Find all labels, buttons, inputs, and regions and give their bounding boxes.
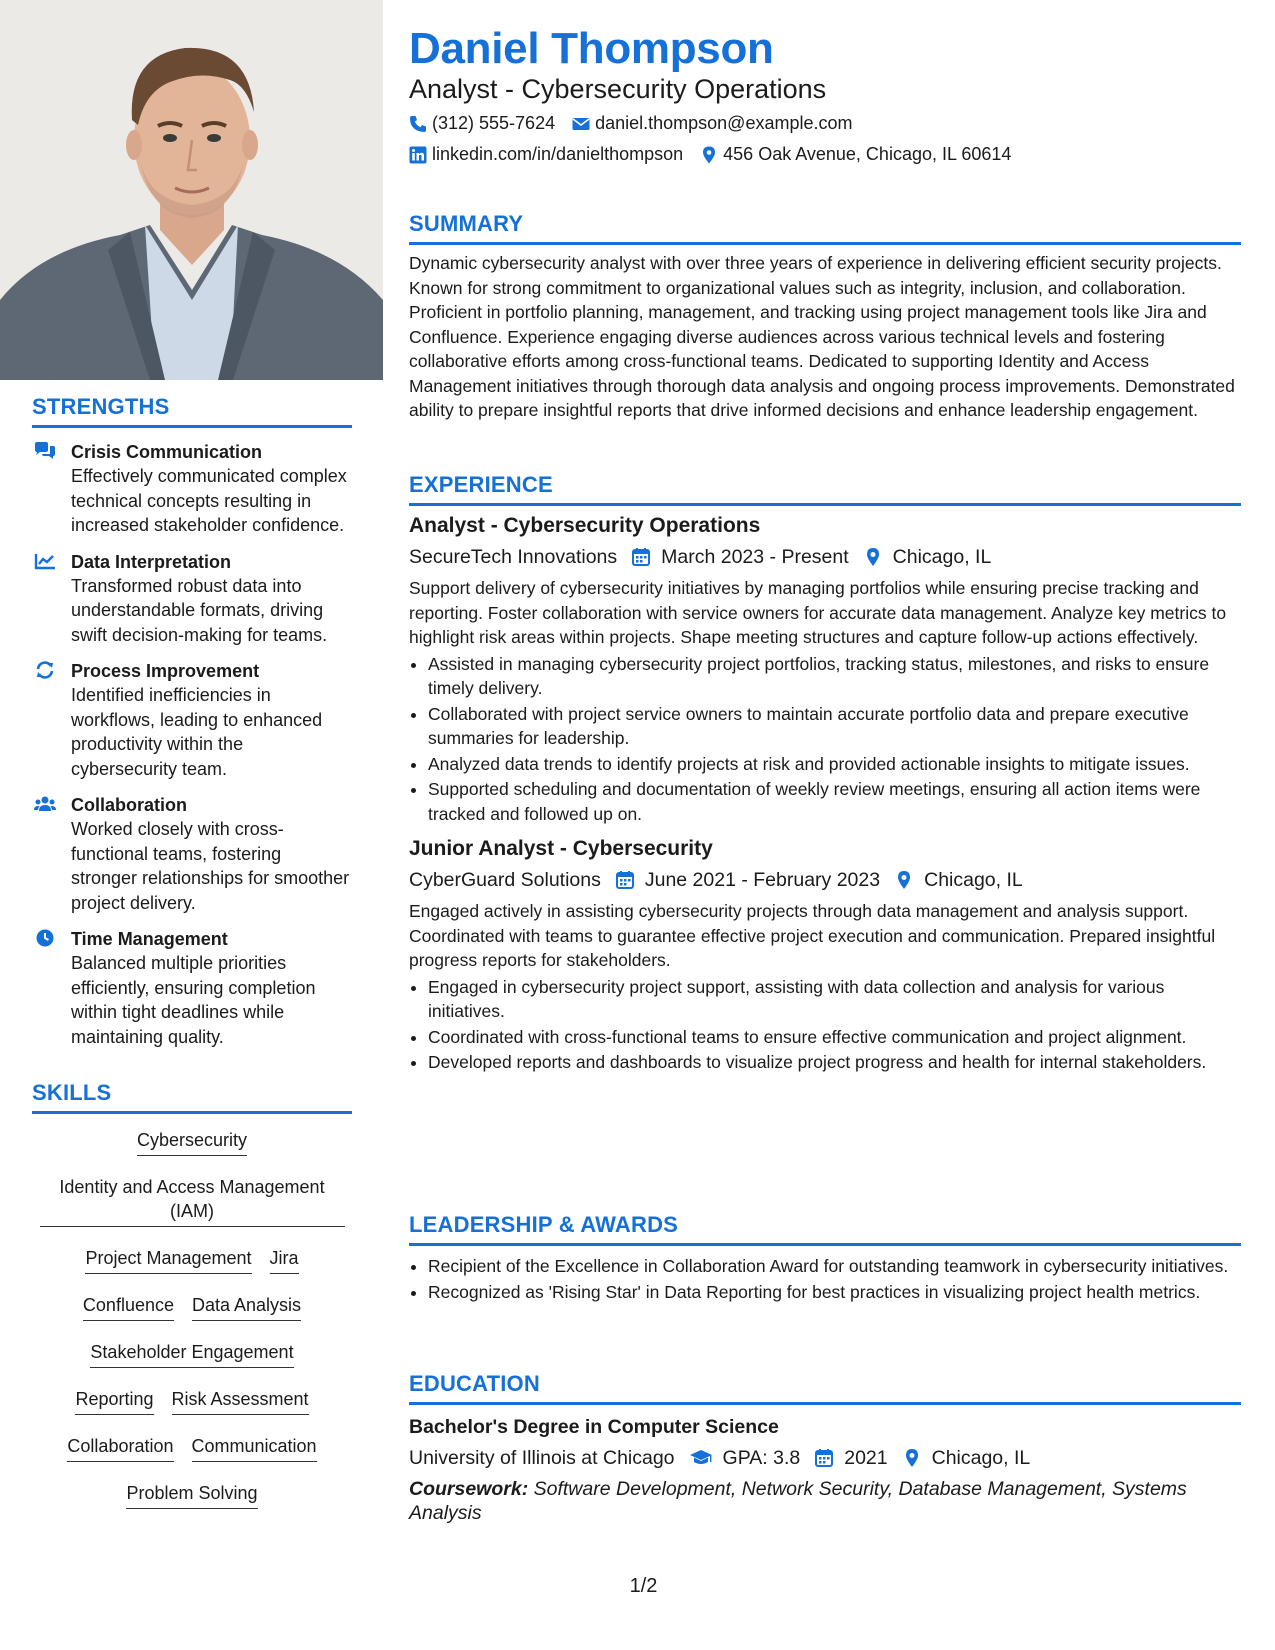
education-entry <box>409 1413 1241 1525</box>
strength-item <box>32 440 352 538</box>
graduation-year: 2021 <box>844 1447 888 1469</box>
address-text: 456 Oak Avenue, Chicago, IL 60614 <box>723 144 1012 164</box>
education-meta <box>409 1443 1241 1473</box>
strengths-heading: STRENGTHS <box>32 394 352 428</box>
summary-text: Dynamic cybersecurity analyst with over three years of experience in delivering efficient security projects. Known for strong commitment to organizational values such as integrity, inclusion, and collaboration. Proficient in portfolio planning, management, and tracking using project management tools like Jira and Confluence. Experience engaging diverse audiences across various technical levels and fostering collaborative efforts among cross-functional teams. Dedicated to supporting Identity and Access Management initiatives through thorough data analysis and ongoing process improvements. Demonstrated ability to prepare insightful reports that drive informed decisions and enhance leadership engagement. <box>409 253 1235 420</box>
sync-icon <box>34 661 56 679</box>
job-bullets <box>409 652 1241 827</box>
candidate-role: Analyst - Cybersecurity Operations <box>409 74 827 104</box>
job-dates: June 2021 - February 2023 <box>644 869 881 891</box>
skill-tag: Reporting <box>75 1387 153 1415</box>
skill-tag: Problem Solving <box>126 1481 257 1509</box>
skill-tag: Identity and Access Management (IAM) <box>40 1175 345 1227</box>
strength-desc: Worked closely with cross-functional teams, fostering stronger relationships for smoother project delivery. <box>71 819 350 913</box>
strength-item <box>32 550 352 648</box>
job-description: Engaged actively in assisting cybersecurity projects through data management and analysis support. Coordinated with teams to guarantee effective project execution and communication. Prepared insightful progress reports for stakeholders. <box>409 901 1216 970</box>
list-item: • Collaborated with project service owners to maintain accurate portfolio data and prepare executive summaries for leadership. <box>428 702 1241 751</box>
coursework-label: Coursework: <box>409 1478 529 1500</box>
envelope-icon <box>572 115 590 133</box>
skills-heading: SKILLS <box>32 1080 352 1114</box>
map-pin-icon <box>894 870 914 890</box>
skill-tag: Project Management <box>85 1246 251 1274</box>
skill-tag: Data Analysis <box>192 1293 301 1321</box>
degree-title: Bachelor's Degree in Computer Science <box>409 1416 779 1438</box>
education-heading: EDUCATION <box>409 1371 1241 1405</box>
experience-section <box>409 472 1241 1076</box>
contact-row-2 <box>409 144 1028 165</box>
job-location: Chicago, IL <box>892 546 992 568</box>
coursework <box>409 1477 1241 1525</box>
linkedin-link[interactable]: linkedin.com/in/danielthompson <box>432 144 684 164</box>
education-section <box>409 1371 1241 1525</box>
skill-tag: Cybersecurity <box>137 1128 247 1156</box>
list-item: • Recipient of the Excellence in Collaboration Award for outstanding teamwork in cybersecurity initiatives. <box>428 1254 1241 1279</box>
strength-desc: Balanced multiple priorities efficiently, ensuring completion within tight deadlines while maintaining quality. <box>71 953 316 1047</box>
job-entry <box>409 512 1241 826</box>
strength-item <box>32 927 352 1049</box>
coursework-list: Software Development, Network Security, Database Management, Systems Analysis <box>409 1478 1187 1524</box>
job-meta <box>409 542 1241 572</box>
profile-photo <box>0 0 383 380</box>
school-name: University of Illinois at Chicago <box>409 1447 675 1469</box>
list-item: • Engaged in cybersecurity project support, assisting with data collection and analysis for various initiatives. <box>428 975 1241 1024</box>
skill-tag: Stakeholder Engagement <box>90 1340 293 1368</box>
strengths-section <box>32 394 352 1049</box>
job-location: Chicago, IL <box>924 869 1023 891</box>
job-description: Support delivery of cybersecurity initiatives by managing portfolios while ensuring precise tracking and reporting. Foster collaboration with service owners for accurate data management. Analyze key metrics to highlight risk areas within projects. Shape meeting structures and capture follow-up actions effectively. <box>409 578 1227 647</box>
skills-list <box>32 1114 352 1509</box>
school-location: Chicago, IL <box>931 1447 1031 1469</box>
skill-tag: Communication <box>192 1434 317 1462</box>
job-company: SecureTech Innovations <box>409 546 618 568</box>
strength-desc: Effectively communicated complex technical concepts resulting in increased stakeholder confidence. <box>71 466 347 535</box>
strength-name: Collaboration <box>71 795 187 815</box>
calendar-icon <box>814 1448 834 1468</box>
candidate-name: Daniel Thompson <box>409 24 774 73</box>
strength-name: Process Improvement <box>71 661 260 681</box>
skills-section <box>32 1080 352 1528</box>
summary-section <box>409 211 1241 423</box>
skill-tag: Risk Assessment <box>172 1387 309 1415</box>
leadership-heading: LEADERSHIP & AWARDS <box>409 1212 1241 1246</box>
phone-icon <box>409 115 427 133</box>
map-pin-icon <box>700 146 718 164</box>
awards-list <box>409 1254 1241 1304</box>
job-entry <box>409 835 1241 1075</box>
page-number: 1/2 <box>629 1575 658 1597</box>
calendar-icon <box>615 870 635 890</box>
line-chart-icon <box>34 552 56 570</box>
calendar-icon <box>631 547 651 567</box>
list-item: • Recognized as 'Rising Star' in Data Reporting for best practices in visualizing project health metrics. <box>428 1280 1241 1305</box>
graduation-cap-icon <box>689 1448 713 1468</box>
job-title: Analyst - Cybersecurity Operations <box>409 514 761 537</box>
strength-name: Time Management <box>71 929 228 949</box>
list-item: • Supported scheduling and documentation of weekly review meetings, ensuring all action items were tracked and followed up on. <box>428 777 1241 826</box>
chat-bubbles-icon <box>34 442 56 460</box>
contact-row-1 <box>409 113 870 134</box>
phone-text[interactable]: (312) 555-7624 <box>432 113 556 133</box>
job-meta <box>409 865 1241 895</box>
job-company: CyberGuard Solutions <box>409 869 601 891</box>
map-pin-icon <box>863 547 883 567</box>
list-item: • Coordinated with cross-functional teams to ensure effective communication and project alignment. <box>428 1025 1241 1050</box>
skill-tag: Confluence <box>83 1293 174 1321</box>
strength-name: Data Interpretation <box>71 551 232 572</box>
list-item: • Analyzed data trends to identify projects at risk and provided actionable insights to mitigate issues. <box>428 752 1241 777</box>
left-column <box>0 0 383 1650</box>
map-pin-icon <box>902 1448 922 1468</box>
users-icon <box>34 795 56 813</box>
skill-tag: Collaboration <box>67 1434 173 1462</box>
strength-desc: Identified inefficiencies in workflows, leading to enhanced productivity within the cybersecurity team. <box>71 685 323 779</box>
job-title: Junior Analyst - Cybersecurity <box>409 837 713 860</box>
email-link[interactable]: daniel.thompson@example.com <box>595 113 853 133</box>
strength-name: Crisis Communication <box>71 442 263 462</box>
strength-item <box>32 793 352 915</box>
clock-icon <box>34 929 56 947</box>
job-bullets <box>409 975 1241 1075</box>
experience-heading: EXPERIENCE <box>409 472 1241 506</box>
linkedin-icon <box>409 146 427 164</box>
list-item: • Assisted in managing cybersecurity project portfolios, tracking status, milestones, and risks to ensure timely delivery. <box>428 652 1241 701</box>
leadership-section <box>409 1212 1241 1305</box>
strength-desc: Transformed robust data into understandable formats, driving swift decision-making for teams. <box>71 575 328 645</box>
gpa-text: GPA: 3.8 <box>722 1447 801 1469</box>
job-dates: March 2023 - Present <box>661 546 849 568</box>
skill-tag: Jira <box>270 1246 299 1274</box>
list-item: • Developed reports and dashboards to visualize project progress and health for internal stakeholders. <box>428 1050 1241 1075</box>
summary-heading: SUMMARY <box>409 211 1241 245</box>
strength-item <box>32 659 352 781</box>
